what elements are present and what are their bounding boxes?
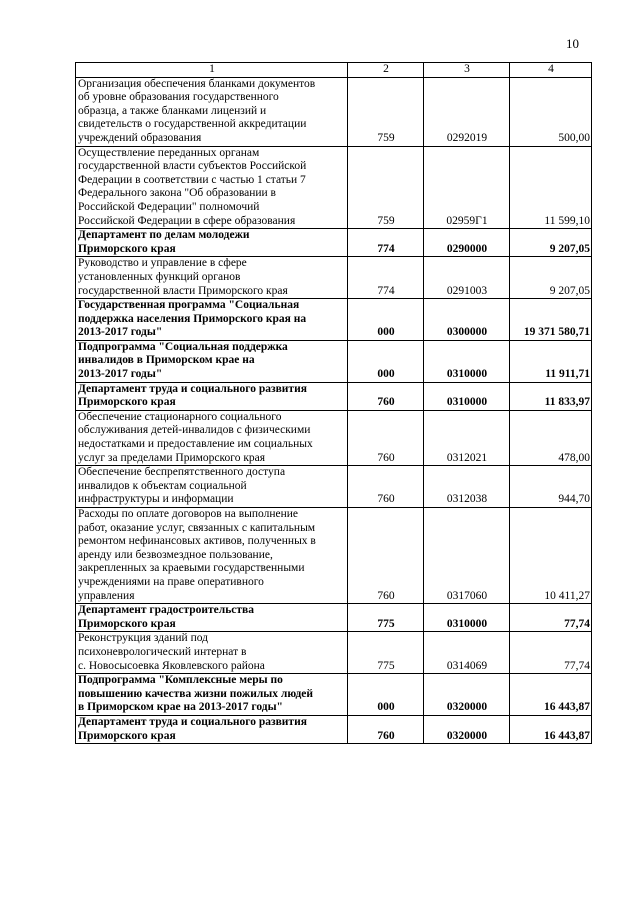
row-budget-code-cell: 0310000 xyxy=(424,382,510,410)
table-row xyxy=(76,715,592,743)
row-name-cell: Подпрограмма "Комплексные меры по повышению качества жизни пожилых людей в Приморском крае на 2013-2017 годы" xyxy=(76,674,348,716)
table-row xyxy=(76,77,592,146)
row-ministry-code-cell: 760 xyxy=(348,508,424,604)
row-amount-cell: 9 207,05 xyxy=(510,257,592,299)
page-number: 10 xyxy=(566,36,579,51)
row-ministry-code-cell: 775 xyxy=(348,604,424,632)
row-name-cell: Руководство и управление в сфере установленных функций органов государственной власти Приморского края xyxy=(76,257,348,299)
row-budget-code-cell: 0291003 xyxy=(424,257,510,299)
row-name-cell: Обеспечение стационарного социального обслуживания детей-инвалидов с физическими недостатками и предоставление им социальных услуг за пределами Приморского края xyxy=(76,410,348,465)
row-budget-code-cell: 0320000 xyxy=(424,674,510,716)
table-row xyxy=(76,632,592,674)
row-ministry-code-cell: 000 xyxy=(348,340,424,382)
table-row xyxy=(76,410,592,465)
header-col-1: 1 xyxy=(76,63,348,78)
row-name-cell: Расходы по оплате договоров на выполнение работ, оказание услуг, связанных с капитальным ремонтом нефинансовых активов, полученных в аренду или безвозмездное пользование, закрепленных за краевыми государственными учреждениями на праве оперативного управления xyxy=(76,508,348,604)
row-budget-code-cell: 0317060 xyxy=(424,508,510,604)
row-budget-code-cell: 0312021 xyxy=(424,410,510,465)
row-amount-cell: 9 207,05 xyxy=(510,229,592,257)
table-row xyxy=(76,229,592,257)
row-name-cell: Департамент по делам молодежи Приморского края xyxy=(76,229,348,257)
table-row xyxy=(76,674,592,716)
row-amount-cell: 16 443,87 xyxy=(510,674,592,716)
row-ministry-code-cell: 774 xyxy=(348,229,424,257)
row-ministry-code-cell: 760 xyxy=(348,382,424,410)
header-col-3: 3 xyxy=(424,63,510,78)
budget-table xyxy=(75,62,592,744)
header-row xyxy=(76,63,592,78)
row-budget-code-cell: 0292019 xyxy=(424,77,510,146)
row-ministry-code-cell: 775 xyxy=(348,632,424,674)
row-budget-code-cell: 0290000 xyxy=(424,229,510,257)
row-budget-code-cell: 0300000 xyxy=(424,299,510,341)
row-name-cell: Департамент градостроительства Приморского края xyxy=(76,604,348,632)
row-ministry-code-cell: 760 xyxy=(348,466,424,508)
row-amount-cell: 19 371 580,71 xyxy=(510,299,592,341)
table-row xyxy=(76,508,592,604)
row-amount-cell: 478,00 xyxy=(510,410,592,465)
header-col-4: 4 xyxy=(510,63,592,78)
row-budget-code-cell: 0310000 xyxy=(424,340,510,382)
row-name-cell: Подпрограмма "Социальная поддержка инвалидов в Приморском крае на 2013-2017 годы" xyxy=(76,340,348,382)
row-budget-code-cell: 0320000 xyxy=(424,715,510,743)
row-budget-code-cell: 0314069 xyxy=(424,632,510,674)
row-budget-code-cell: 02959Г1 xyxy=(424,146,510,229)
row-amount-cell: 500,00 xyxy=(510,77,592,146)
row-ministry-code-cell: 000 xyxy=(348,674,424,716)
header-col-2: 2 xyxy=(348,63,424,78)
table-row xyxy=(76,466,592,508)
table-row xyxy=(76,146,592,229)
row-name-cell: Организация обеспечения бланками документов об уровне образования государственного образца, а также бланками лицензий и свидетельств о государственной аккредитации учреждений образования xyxy=(76,77,348,146)
table-row xyxy=(76,340,592,382)
row-ministry-code-cell: 000 xyxy=(348,299,424,341)
row-name-cell: Реконструкция зданий под психоневрологический интернат в с. Новосысоевка Яковлевского района xyxy=(76,632,348,674)
row-amount-cell: 10 411,27 xyxy=(510,508,592,604)
row-name-cell: Государственная программа "Социальная поддержка населения Приморского края на 2013-2017 годы" xyxy=(76,299,348,341)
table-row xyxy=(76,382,592,410)
row-name-cell: Департамент труда и социального развития Приморского края xyxy=(76,715,348,743)
row-ministry-code-cell: 760 xyxy=(348,715,424,743)
row-name-cell: Департамент труда и социального развития Приморского края xyxy=(76,382,348,410)
table-row xyxy=(76,257,592,299)
row-amount-cell: 11 599,10 xyxy=(510,146,592,229)
row-amount-cell: 16 443,87 xyxy=(510,715,592,743)
row-amount-cell: 11 833,97 xyxy=(510,382,592,410)
row-ministry-code-cell: 759 xyxy=(348,77,424,146)
row-budget-code-cell: 0312038 xyxy=(424,466,510,508)
row-amount-cell: 944,70 xyxy=(510,466,592,508)
table-row xyxy=(76,604,592,632)
row-amount-cell: 11 911,71 xyxy=(510,340,592,382)
row-ministry-code-cell: 760 xyxy=(348,410,424,465)
row-ministry-code-cell: 759 xyxy=(348,146,424,229)
row-name-cell: Осуществление переданных органам государственной власти субъектов Российской Федерации в соответствии с частью 1 статьи 7 Федерального закона "Об образовании в Российской Федерации" полномочий Российской Федерации в сфере образования xyxy=(76,146,348,229)
table-row xyxy=(76,299,592,341)
row-budget-code-cell: 0310000 xyxy=(424,604,510,632)
row-amount-cell: 77,74 xyxy=(510,604,592,632)
row-name-cell: Обеспечение беспрепятственного доступа инвалидов к объектам социальной инфраструктуры и информации xyxy=(76,466,348,508)
row-ministry-code-cell: 774 xyxy=(348,257,424,299)
row-amount-cell: 77,74 xyxy=(510,632,592,674)
